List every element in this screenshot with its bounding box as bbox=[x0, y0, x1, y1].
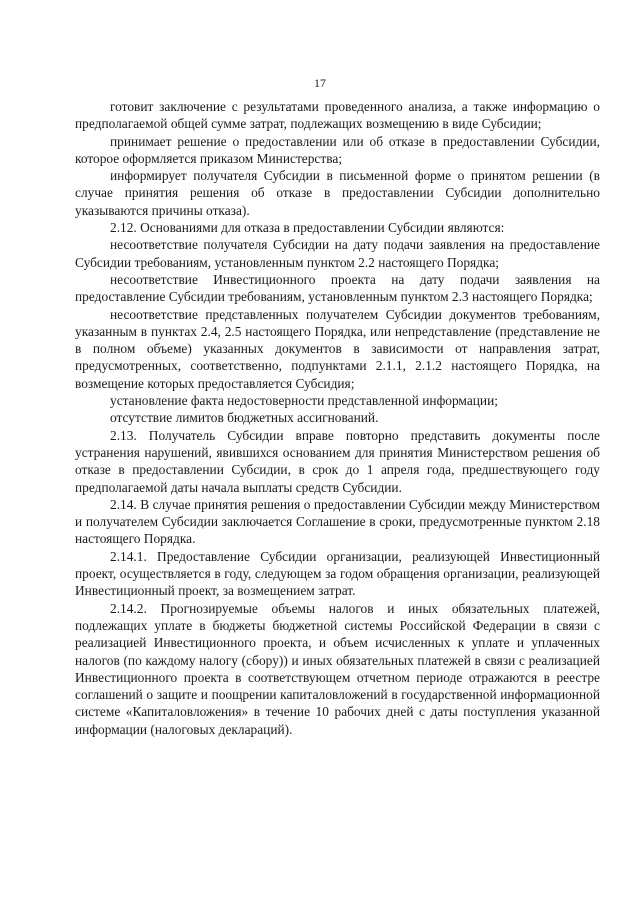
paragraph: установление факта недостоверности представленной информации; bbox=[110, 393, 498, 409]
paragraph: отсутствие лимитов бюджетных ассигнований. bbox=[110, 410, 379, 426]
paragraph: принимает решение о предоставлении или об отказе в предоставлении Субсидии, которое оформляется приказом Министерства; bbox=[75, 133, 600, 166]
paragraph: 2.14. В случае принятия решения о предоставлении Субсидии между Министерством и получателем Субсидии заключается Соглашение в сроки, предусмотренные пунктом 2.18 настоящего Порядка. bbox=[75, 496, 600, 547]
paragraph: готовит заключение с результатами проведенного анализа, а также информацию о предполагаемой общей сумме затрат, подлежащих возмещению в виде Субсидии; bbox=[75, 99, 600, 132]
paragraph: информирует получателя Субсидии в письменной форме о принятом решении (в случае принятия решения об отказе в предоставлении Субсидии дополнительно указываются причины отказа). bbox=[75, 168, 600, 218]
paragraph: несоответствие получателя Субсидии на дату подачи заявления на предоставление Субсидии требованиям, установленным пунктом 2.2 настоящего Порядка; bbox=[75, 237, 600, 270]
paragraph: несоответствие Инвестиционного проекта на дату подачи заявления на предоставление Субсидии требованиям, установленным пунктом 2.3 настоящего Порядка; bbox=[75, 271, 600, 305]
paragraph: несоответствие представленных получателем Субсидии документов требованиям, указанным в пунктах 2.4, 2.5 настоящего Порядка, или непредставление (представление не в полном объеме) указанных документов в зависимости от направления затрат, предусмотренных, соответственно, подпунктами 2.1.1, 2.1.2 настоящего Порядка, на возмещение которых предоставляется Субсидия; bbox=[75, 306, 600, 391]
paragraph: 2.13. Получатель Субсидии вправе повторно представить документы после устранения нарушений, явившихся основанием для принятия Министерством решения об отказе в предоставлении Субсидии, в срок до 1 апреля года, предшествующего году предполагаемой даты начала выплаты средств Субсидии. bbox=[75, 427, 600, 495]
page-number: 17 bbox=[314, 76, 326, 90]
paragraph: 2.14.1. Предоставление Субсидии организации, реализующей Инвестиционный проект, осуществляется в году, следующем за годом обращения организации, реализующей Инвестиционный проект, за возмещением затрат. bbox=[75, 548, 600, 599]
paragraph: 2.14.2. Прогнозируемые объемы налогов и иных обязательных платежей, подлежащих уплате в бюджеты бюджетной системы Российской Федерации в связи с реализацией Инвестиционного проекта, и объем исчисленных к уплате и уплаченных налогов (по каждому налогу (сбору)) и иных обязательных платежей в связи с реализацией Инвестиционного проекта в соответствующем отчетном периоде отражаются в реестре соглашений о защите и поощрении капиталовложений в государственной информационной системе «Капиталовложения» в течение 10 рабочих дней с даты поступления указанной информации (налоговых деклараций). bbox=[75, 600, 600, 737]
body-text bbox=[75, 98, 600, 738]
paragraph: 2.12. Основаниями для отказа в предоставлении Субсидии являются: bbox=[110, 220, 505, 236]
